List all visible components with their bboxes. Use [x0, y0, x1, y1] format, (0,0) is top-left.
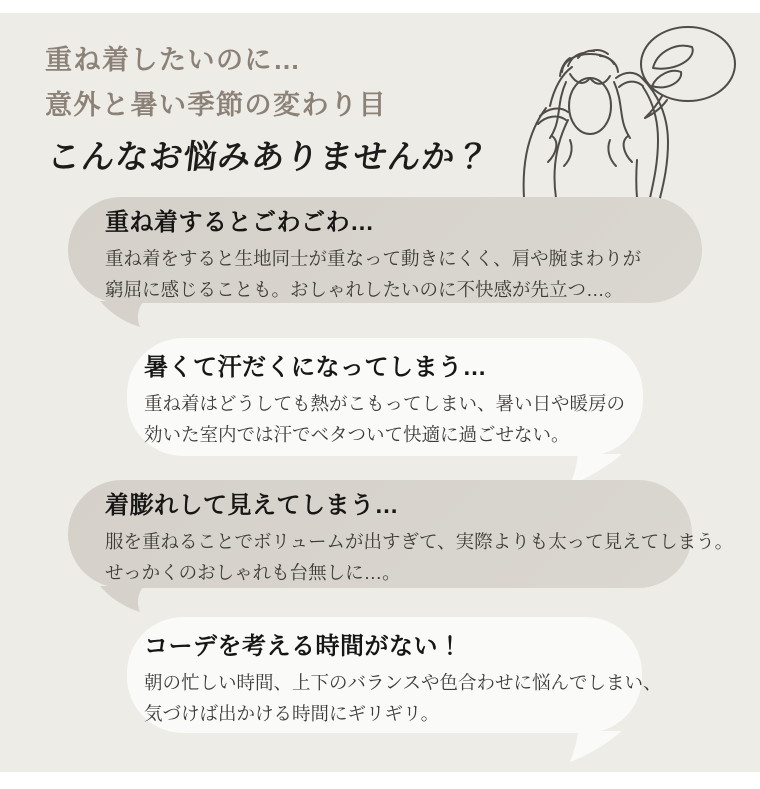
concern-3-body-line2: せっかくのおしゃれも台無しに…。 [105, 562, 401, 583]
concern-3-body [105, 526, 734, 588]
concern-4-title: コーデを考える時間がない！ [144, 633, 463, 660]
concern-4-body-line2: 気づけば出かける時間にギリギリ。 [144, 703, 440, 724]
concern-3-title: 着膨れして見えてしまう… [105, 492, 399, 519]
concern-2-body [144, 388, 625, 450]
header [45, 38, 492, 178]
bubble-tail-icon [98, 586, 148, 613]
concern-3-body-line1: 服を重ねることでボリュームが出すぎて、実際よりも太って見えてしまう。 [105, 531, 734, 552]
concern-bubble-3 [68, 480, 734, 588]
concern-bubble-2 [127, 338, 643, 456]
frustrated-person [524, 50, 668, 198]
page-title: こんなお悩みありませんか？ [45, 138, 492, 175]
concern-4-body [144, 667, 662, 729]
concern-4-body-line1: 朝の忙しい時間、上下のバランスや色合わせに悩んでしまい、 [144, 672, 662, 693]
bubble-tail-icon [570, 731, 628, 762]
concern-2-body-line2: 効いた室内では汗でベタついて快適に過ごせない。 [144, 424, 570, 445]
bubble-tail-icon [98, 301, 148, 328]
concern-1-body-line1: 重ね着をすると生地同士が重なって動きにくく、肩や腕まわりが [105, 248, 642, 269]
concern-2-body-line1: 重ね着はどうしても熱がこもってしまい、暑い日や暖房の [144, 393, 626, 414]
concern-bubble-4 [127, 617, 662, 733]
person-illustration [490, 12, 740, 202]
concern-1-body-line2: 窮屈に感じることも。おしゃれしたいのに不快感が先立つ…。 [105, 279, 624, 300]
concern-2-title: 暑くて汗だくになってしまう… [144, 354, 487, 381]
concern-1-body [105, 243, 674, 305]
sweat-speech-bubble-icon [641, 27, 735, 118]
concern-1-title: 重ね着するとごわごわ… [105, 209, 375, 236]
header-subtitle-line1: 重ね着したいのに… [45, 45, 302, 75]
concern-bubble-1 [68, 197, 702, 303]
header-subtitle-line2: 意外と暑い季節の変わり目 [45, 90, 387, 120]
